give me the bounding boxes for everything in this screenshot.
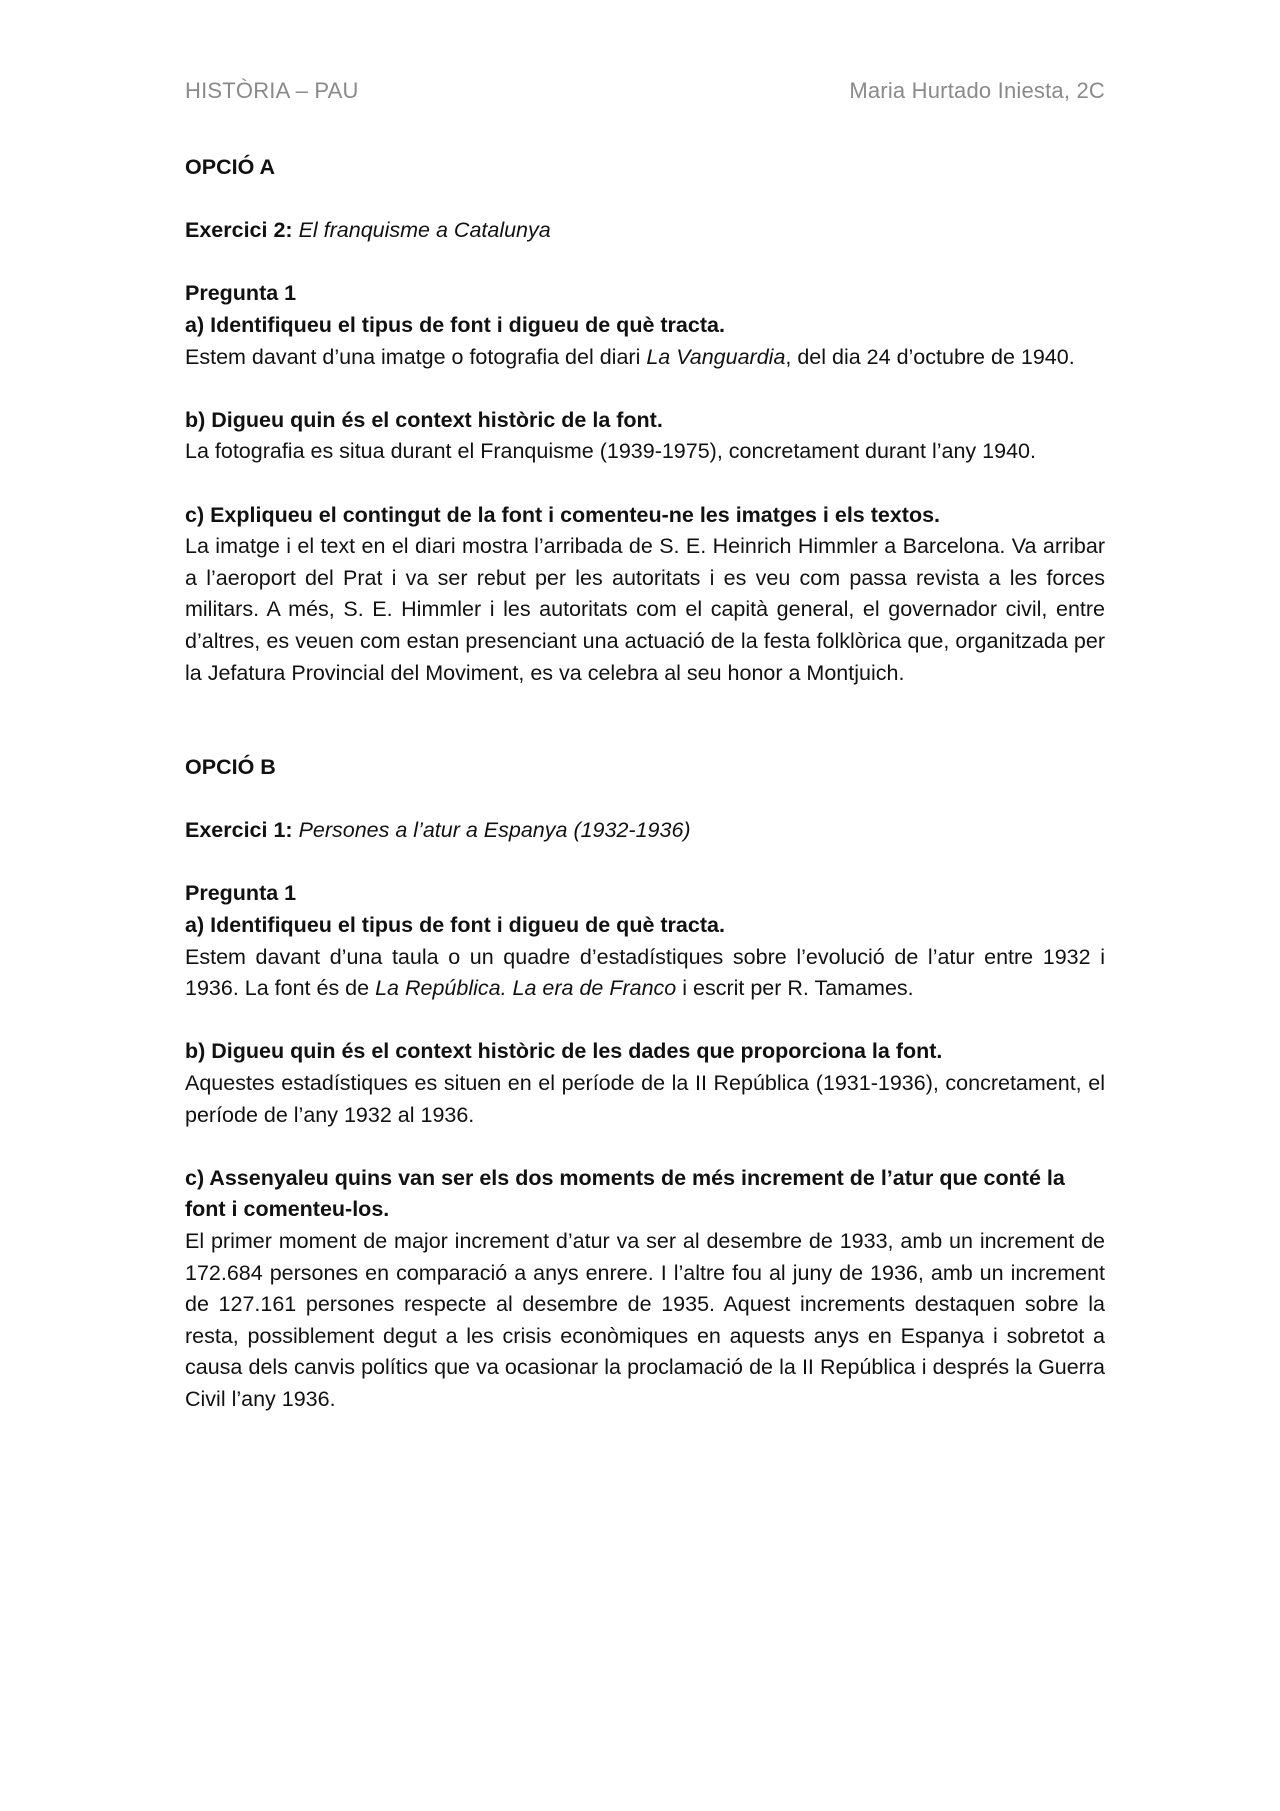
- option-a-qc-answer: La imatge i el text en el diari mostra l’arribada de S. E. Heinrich Himmler a Barcelona. Va arribar a l’aeroport del Prat i va ser rebut per les autoritats i es veu com passa revista a les forces militars. A més, S. E. Himmler i les autoritats com el capità general, el governador civil, entre d’altres, es veuen com estan presenciant una actuació de la festa folklòrica que, organitzada per la Jefatura Provincial del Moviment, es va celebra al seu honor a Montjuich.: [185, 534, 1105, 685]
- option-a-qa-heading: a) Identifiqueu el tipus de font i digueu de què tracta.: [185, 312, 725, 337]
- option-b-exercise: [185, 815, 1105, 847]
- page-header: [185, 78, 1105, 104]
- option-a-exercise-label: Exercici 2:: [185, 218, 293, 243]
- header-author: Maria Hurtado Iniesta, 2C: [849, 78, 1105, 103]
- option-a-qb-heading: b) Digueu quin és el context històric de la font.: [185, 407, 663, 432]
- option-b-qb-answer: Aquestes estadístiques es situen en el període de la II República (1931-1936), concretament, el període de l’any 1932 al 1936.: [185, 1071, 1105, 1127]
- option-b-exercise-label: Exercici 1:: [185, 818, 293, 843]
- option-b-qa-answer: [185, 942, 1105, 1005]
- option-b-qa-text-2: i escrit per R. Tamames.: [676, 976, 914, 1001]
- option-a-qa-source-title: La Vanguardia: [646, 344, 786, 369]
- option-a-qb-answer: La fotografia es situa durant el Franquisme (1939-1975), concretament durant l’any 1940.: [185, 439, 1036, 464]
- option-b-title: OPCIÓ B: [185, 755, 276, 780]
- option-b-qc-heading: c) Assenyaleu quins van ser els dos moments de més increment de l’atur que conté la font i comenteu-los.: [185, 1165, 1065, 1222]
- option-b-qc-answer: El primer moment de major increment d’atur va ser al desembre de 1933, amb un increment de 172.684 persones en comparació a anys enrere. I l’altre fou al juny de 1936, amb un increment de 127.161 persones respecte al desembre de 1935. Aquest increments destaquen sobre la resta, possiblement degut a les crisis econòmiques en aquests anys en Espanya i sobretot a causa dels canvis polítics que va ocasionar la proclamació de la II República i després la Guerra Civil l’any 1936.: [185, 1229, 1105, 1411]
- option-b-qa-source-title: La República. La era de Franco: [375, 976, 677, 1001]
- option-b-section: [185, 752, 1105, 1415]
- option-a-qc-heading: c) Expliqueu el contingut de la font i comenteu-ne les imatges i els textos.: [185, 502, 941, 527]
- option-b-qb-heading: b) Digueu quin és el context històric de les dades que proporciona la font.: [185, 1039, 943, 1064]
- option-a-qa-text-1: Estem davant d’una imatge o fotografia del diari: [185, 344, 647, 369]
- option-a-qa-text-2: , del dia 24 d’octubre de 1940.: [785, 344, 1075, 369]
- header-subject: HISTÒRIA – PAU: [185, 78, 359, 103]
- option-b-question: Pregunta 1: [185, 881, 297, 906]
- option-b-exercise-title: Persones a l’atur a Espanya (1932-1936): [298, 818, 691, 843]
- document-body: [185, 152, 1105, 1416]
- option-a-title: OPCIÓ A: [185, 155, 275, 179]
- option-a-section: [185, 152, 1105, 689]
- option-b-qa-heading: a) Identifiqueu el tipus de font i digueu de què tracta.: [185, 913, 725, 938]
- option-a-question: Pregunta 1: [185, 281, 297, 306]
- option-a-qa-answer: [185, 342, 1105, 374]
- option-a-exercise: [185, 215, 1105, 247]
- option-a-exercise-title: El franquisme a Catalunya: [298, 218, 551, 243]
- option-b-qa-text-1: Estem davant d’una taula o un quadre d’estadístiques sobre l’evolució de l’atur entre 1932 i 1936. La font és de: [185, 944, 1105, 1001]
